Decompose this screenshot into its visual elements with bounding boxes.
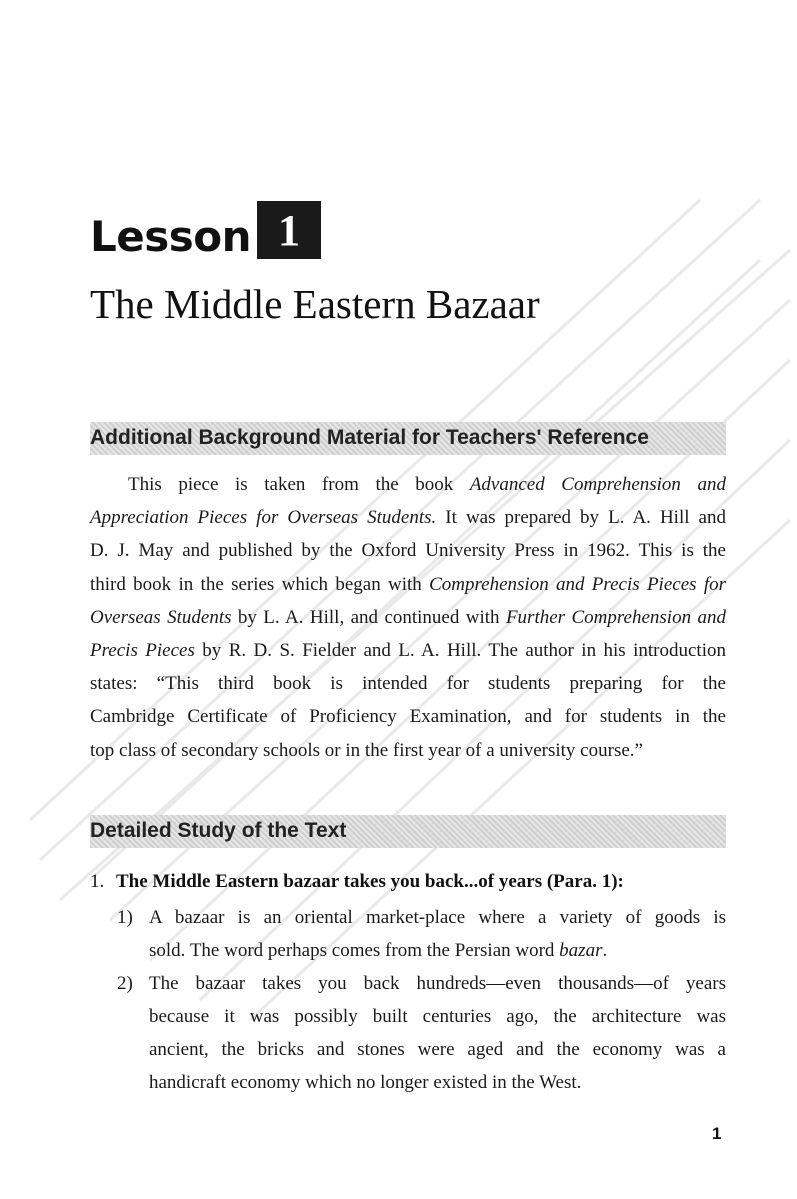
item-heading: The Middle Eastern bazaar takes you back...of years (Para. 1): [116,871,624,892]
paragraph-line: Cambridge Certificate of Proficiency Examination, and for students in the [90,706,726,728]
sub-item-label: 1) [117,907,133,928]
lesson-number-badge: 1 [257,201,321,259]
item-number: 1. [90,871,105,892]
study-item-1 [90,871,624,893]
sub-item-2 [117,967,726,1099]
paragraph-line: third book in the series which began with Comprehension and Precis Pieces for [90,573,726,595]
sub-item-text: The bazaar takes you back hundreds—even thousands—of years because it was possibly built centuries ago, the architecture was ancient, the bricks and stones were aged and the economy was a handicraft economy which no longer existed in the West. [149,973,726,1093]
section-heading-detailed-study [90,815,726,848]
paragraph-line: Appreciation Pieces for Overseas Students. It was prepared by L. A. Hill and [90,507,726,529]
sub-item-text: A bazaar is an oriental market-place where a variety of goods is sold. The word perhaps comes from the Persian word bazar. [149,907,726,961]
paragraph-line: states: “This third book is intended for students preparing for the [90,673,726,695]
section-heading-background-material [90,422,726,455]
paragraph-line: Precis Pieces by R. D. S. Fielder and L. A. Hill. The author in his introduction [90,639,726,661]
paragraph-line: This piece is taken from the book Advanced Comprehension and [128,474,726,495]
section-heading-text: Additional Background Material for Teachers' Reference [90,426,649,449]
sub-item-1 [117,901,726,967]
section-heading-text: Detailed Study of the Text [90,819,347,842]
paragraph-line: Overseas Students by L. A. Hill, and continued with Further Comprehension and [90,606,726,628]
page-number: 1 [712,1124,722,1143]
lesson-title: The Middle Eastern Bazaar [90,281,540,327]
sub-item-label: 2) [117,973,133,994]
background-paragraph [90,468,726,767]
paragraph-line: top class of secondary schools or in the first year of a university course.” [90,739,643,761]
lesson-label: Lesson [90,212,252,261]
paragraph-line: D. J. May and published by the Oxford University Press in 1962. This is the [90,540,726,562]
